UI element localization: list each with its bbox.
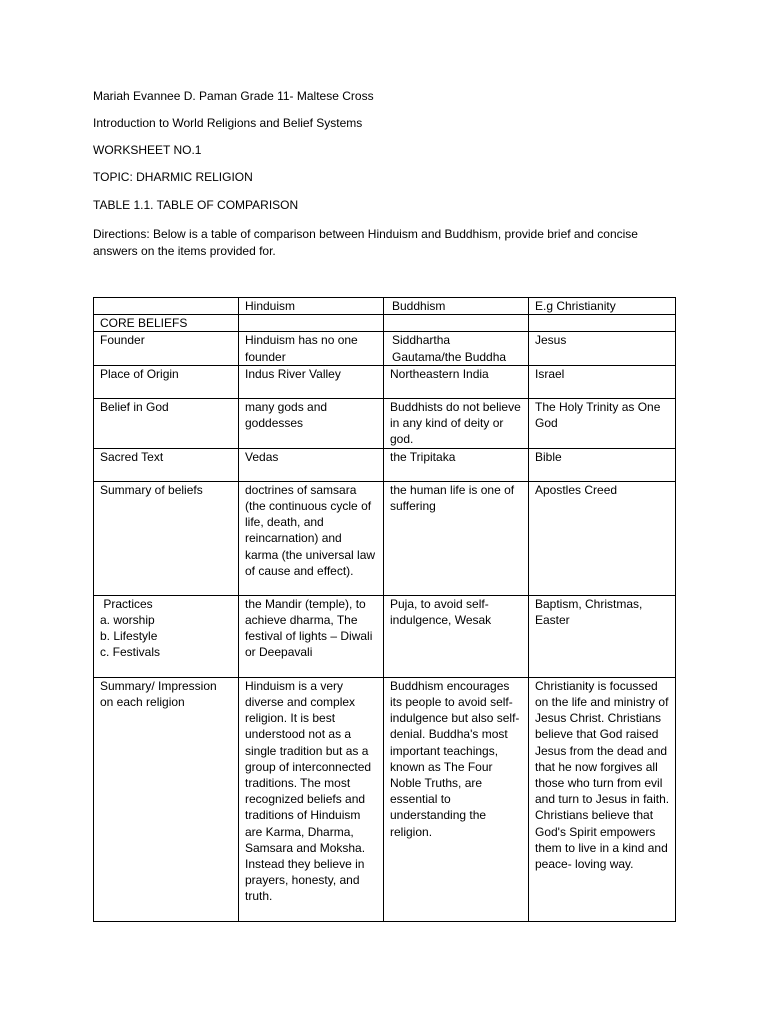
table-row-place-of-origin [94,365,676,398]
table-header-row [94,298,676,315]
practices-label-festivals: c. Festivals [100,645,161,660]
table-title: TABLE 1.1. TABLE OF COMPARISON [93,198,299,212]
table-row-summary-impression [94,677,676,921]
table-row-sacred-text [94,448,676,481]
table-row-practices [94,595,676,677]
cell-christianity: Bible [529,448,676,481]
cell-hinduism: Hinduism is a very diverse and complex religion. It is best understood not as a single tradition but as a group of interconnected traditions. The most recognized beliefs and traditions of Hinduism are Karma, Dharma, Samsara and Moksha. Instead they believe in prayers, honesty, and truth. [239,677,384,921]
row-label: Founder [94,332,239,365]
table-row-summary-of-beliefs [94,481,676,595]
row-label: Belief in God [94,398,239,448]
table-cell [384,315,529,332]
table-cell [529,315,676,332]
cell-christianity: Christianity is focussed on the life and ministry of Jesus Christ. Christians believe that God raised Jesus from the dead and that he now forgives all those who turn from evil and turn to Jesus in faith. Christians believe that God's Spirit empowers them to live in a kind and peace- loving way. [529,677,676,921]
header-cell-blank [94,298,239,315]
row-label: Sacred Text [94,448,239,481]
row-label: Summary/ Impression on each religion [94,677,239,921]
table-cell [239,315,384,332]
student-name-line: Mariah Evannee D. Paman Grade 11- Maltese Cross [93,89,374,103]
row-label-practices [94,595,239,677]
cell-buddhism: the human life is one of suffering [384,481,529,595]
header-cell-buddhism: Buddhism [384,298,529,315]
cell-christianity: The Holy Trinity as One God [529,398,676,448]
cell-buddhism: Northeastern India [384,365,529,398]
directions-text: Directions: Below is a table of comparison between Hinduism and Buddhism, provide brief and concise answers on the items provided for. [93,227,638,258]
section-label: CORE BELIEFS [94,315,239,332]
practices-label-worship: a. worship [100,613,155,628]
cell-christianity: Baptism, Christmas, Easter [529,595,676,677]
cell-hinduism: Vedas [239,448,384,481]
cell-hinduism: many gods and goddesses [239,398,384,448]
practices-label: Practices [100,596,153,611]
cell-hinduism: the Mandir (temple), to achieve dharma, The festival of lights – Diwali or Deepavali [239,595,384,677]
table-row-founder [94,332,676,365]
row-label: Summary of beliefs [94,481,239,595]
cell-christianity: Jesus [529,332,676,365]
cell-buddhism: Puja, to avoid self-indulgence, Wesak [384,595,529,677]
table-row-belief-in-god [94,398,676,448]
header-cell-hinduism: Hinduism [239,298,384,315]
header-cell-christianity: E.g Christianity [529,298,676,315]
cell-buddhism: Buddhists do not believe in any kind of deity or god. [384,398,529,448]
comparison-table [93,297,676,922]
cell-buddhism: Buddhism encourages its people to avoid self-indulgence but also self-denial. Buddha's most important teachings, known as The Four Noble Truths, are essential to understanding the religion. [384,677,529,921]
worksheet-number: WORKSHEET NO.1 [93,143,202,157]
cell-buddhism: Siddhartha Gautama/the Buddha [384,332,529,365]
practices-label-lifestyle: b. Lifestyle [100,629,158,644]
topic-line: TOPIC: DHARMIC RELIGION [93,170,253,184]
course-title: Introduction to World Religions and Belief Systems [93,116,363,130]
cell-hinduism: Hinduism has no one founder [239,332,384,365]
cell-christianity: Apostles Creed [529,481,676,595]
cell-christianity: Israel [529,365,676,398]
row-label: Place of Origin [94,365,239,398]
cell-hinduism: doctrines of samsara (the continuous cycle of life, death, and reincarnation) and karma (the universal law of cause and effect). [239,481,384,595]
cell-hinduism: Indus River Valley [239,365,384,398]
cell-buddhism: the Tripitaka [384,448,529,481]
table-row-core-beliefs [94,315,676,332]
